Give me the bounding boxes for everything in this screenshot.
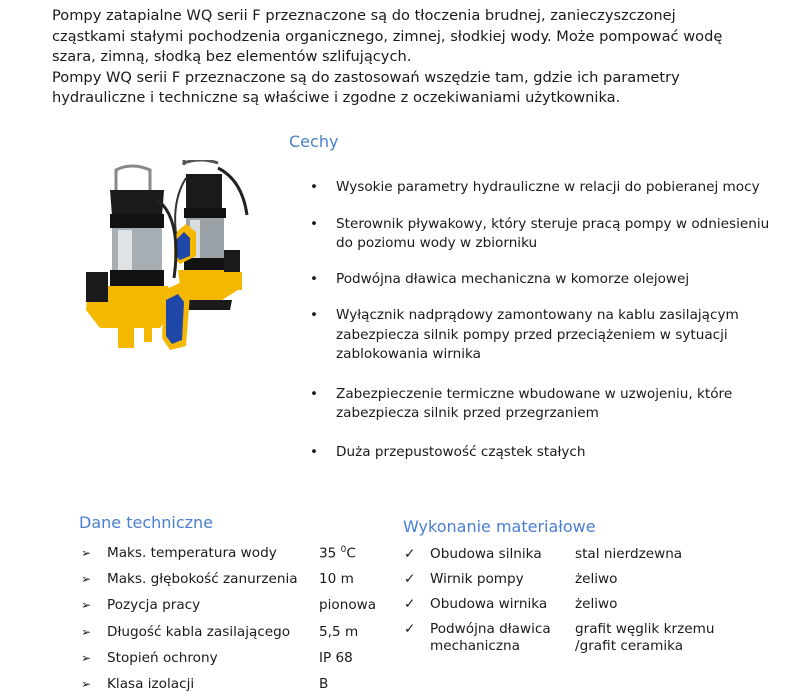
bullet-icon: • [310, 443, 319, 460]
material-label-line: mechaniczna [430, 638, 520, 654]
check-icon: ✓ [404, 596, 416, 612]
arrow-bullet-icon: ➢ [81, 677, 92, 692]
spec-label: Maks. temperatura wody [107, 545, 277, 562]
spec-value: B [319, 676, 329, 693]
material-value: stal nierdzewna [575, 546, 683, 562]
spec-label: Maks. głębokość zanurzenia [107, 571, 298, 588]
spec-row [81, 671, 391, 697]
bullet-icon: • [310, 215, 319, 232]
material-value: żeliwo [575, 596, 618, 612]
intro-line: Pompy zatapialne WQ serii F przeznaczone są do tłoczenia brudnej, zanieczyszczonej [52, 7, 676, 24]
bullet-icon: • [310, 307, 319, 323]
check-icon: ✓ [404, 621, 416, 637]
material-row [404, 596, 774, 613]
feature-item [308, 215, 778, 254]
spec-label: Pozycja pracy [107, 597, 201, 614]
spec-label: Stopień ochrony [107, 649, 218, 666]
feature-item [308, 270, 778, 290]
material-value-line: /grafit ceramika [575, 638, 684, 654]
material-label [430, 621, 575, 655]
material-value: żeliwo [575, 571, 618, 587]
material-label: Wirnik pompy [430, 571, 524, 587]
material-row [404, 621, 774, 655]
degree-sign: 0 [340, 544, 347, 555]
technical-data-list [81, 540, 391, 697]
spec-row [81, 619, 391, 645]
material-value [575, 621, 774, 655]
feature-text: zablokowania wirnika [336, 346, 481, 362]
feature-text: Podwójna dławica mechaniczna w komorze olejowej [336, 270, 690, 287]
spec-row [81, 540, 391, 566]
spec-label: Klasa izolacji [107, 676, 195, 693]
pump-front [86, 166, 190, 350]
materials-heading: Wykonanie materiałowe [403, 517, 596, 536]
spec-row [81, 592, 391, 618]
material-row [404, 571, 774, 588]
spec-value: pionowa [319, 597, 377, 614]
feature-item [308, 385, 778, 424]
spec-value [319, 545, 391, 562]
intro-text [52, 6, 752, 109]
spec-value-unit: C [346, 545, 356, 562]
feature-item [308, 306, 778, 365]
intro-line: hydrauliczne i techniczne są właściwe i zgodne z oczekiwaniami użytkownika. [52, 89, 621, 106]
spec-value: 10 m [319, 571, 354, 588]
feature-text: Zabezpieczenie termiczne wbudowane w uzwojeniu, które [336, 385, 733, 402]
feature-text: zabezpiecza silnik pompy przed przeciążeniem w sytuacji [336, 326, 728, 343]
arrow-bullet-icon: ➢ [81, 546, 92, 561]
spec-value-number: 35 [319, 545, 341, 562]
intro-line: Pompy WQ serii F przeznaczone są do zastosowań wszędzie tam, gdzie ich parametry [52, 68, 680, 86]
check-icon: ✓ [404, 546, 416, 562]
feature-item [308, 443, 778, 463]
arrow-bullet-icon: ➢ [81, 598, 92, 613]
features-heading: Cechy [289, 132, 339, 151]
pump-product-image [72, 160, 272, 360]
feature-text: Wysokie parametry hydrauliczne w relacji do pobieranej mocy [336, 179, 760, 195]
material-row [404, 546, 774, 563]
feature-text: Wyłącznik nadprądowy zamontowany na kablu zasilającym [336, 307, 739, 323]
spec-label: Długość kabla zasilającego [107, 623, 291, 640]
material-label: Obudowa wirnika [430, 596, 548, 612]
bullet-icon: • [310, 385, 319, 402]
technical-data-heading: Dane techniczne [79, 513, 214, 532]
spec-row [81, 645, 391, 671]
material-label-line: Podwójna dławica [430, 621, 551, 637]
arrow-bullet-icon: ➢ [81, 572, 92, 587]
materials-list [404, 546, 774, 663]
feature-text: do poziomu wody w zbiorniku [336, 235, 538, 251]
intro-line: szara, zimną, słodką bez elementów szlifujących. [52, 48, 412, 65]
intro-line: cząstkami stałymi pochodzenia organicznego, zimnej, słodkiej wody. Może pompować wodę [52, 27, 723, 45]
arrow-bullet-icon: ➢ [81, 624, 92, 639]
spec-value: 5,5 m [319, 623, 359, 640]
arrow-bullet-icon: ➢ [81, 650, 92, 665]
bullet-icon: • [310, 270, 319, 287]
material-value-line: grafit węglik krzemu [575, 621, 715, 637]
feature-text: Duża przepustowość cząstek stałych [336, 443, 586, 460]
bullet-icon: • [310, 179, 319, 195]
feature-item [308, 178, 778, 198]
check-icon: ✓ [404, 571, 416, 587]
features-list [308, 178, 778, 462]
spec-value: IP 68 [319, 649, 353, 666]
feature-text: Sterownik pływakowy, który steruje pracą pompy w odniesieniu [336, 215, 770, 232]
spec-row [81, 566, 391, 592]
material-label: Obudowa silnika [430, 546, 542, 562]
feature-text: zabezpiecza silnik przed przegrzaniem [336, 405, 599, 421]
